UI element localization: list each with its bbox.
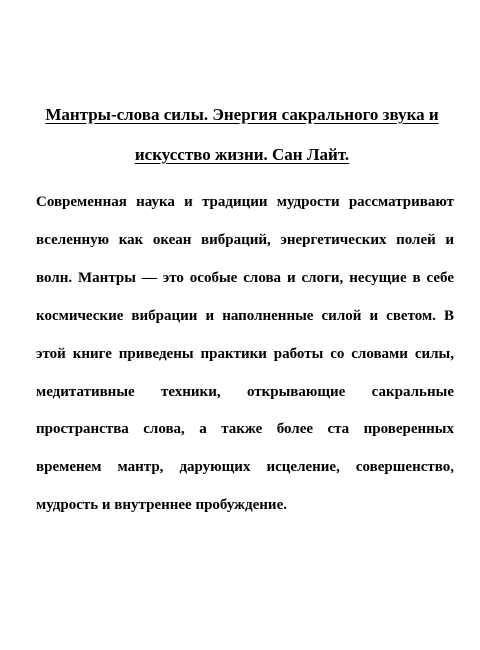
document-title: Мантры-слова силы. Энергия сакрального звука и искусство жизни. Сан Лайт.	[45, 105, 439, 164]
document-description: Современная наука и традиции мудрости рассматривают вселенную как океан вибраций, энергетических полей и волн. Мантры — это особые слова и слоги, несущие в себе космические вибрации и наполненные силой и светом. В этой книге приведены практики работы со словами силы, медитативные техники, открывающие сакральные пространства слова, а также более ста проверенных временем мантр, дарующих исцеление, совершенство, мудрость и внутреннее пробуждение.	[36, 194, 454, 514]
